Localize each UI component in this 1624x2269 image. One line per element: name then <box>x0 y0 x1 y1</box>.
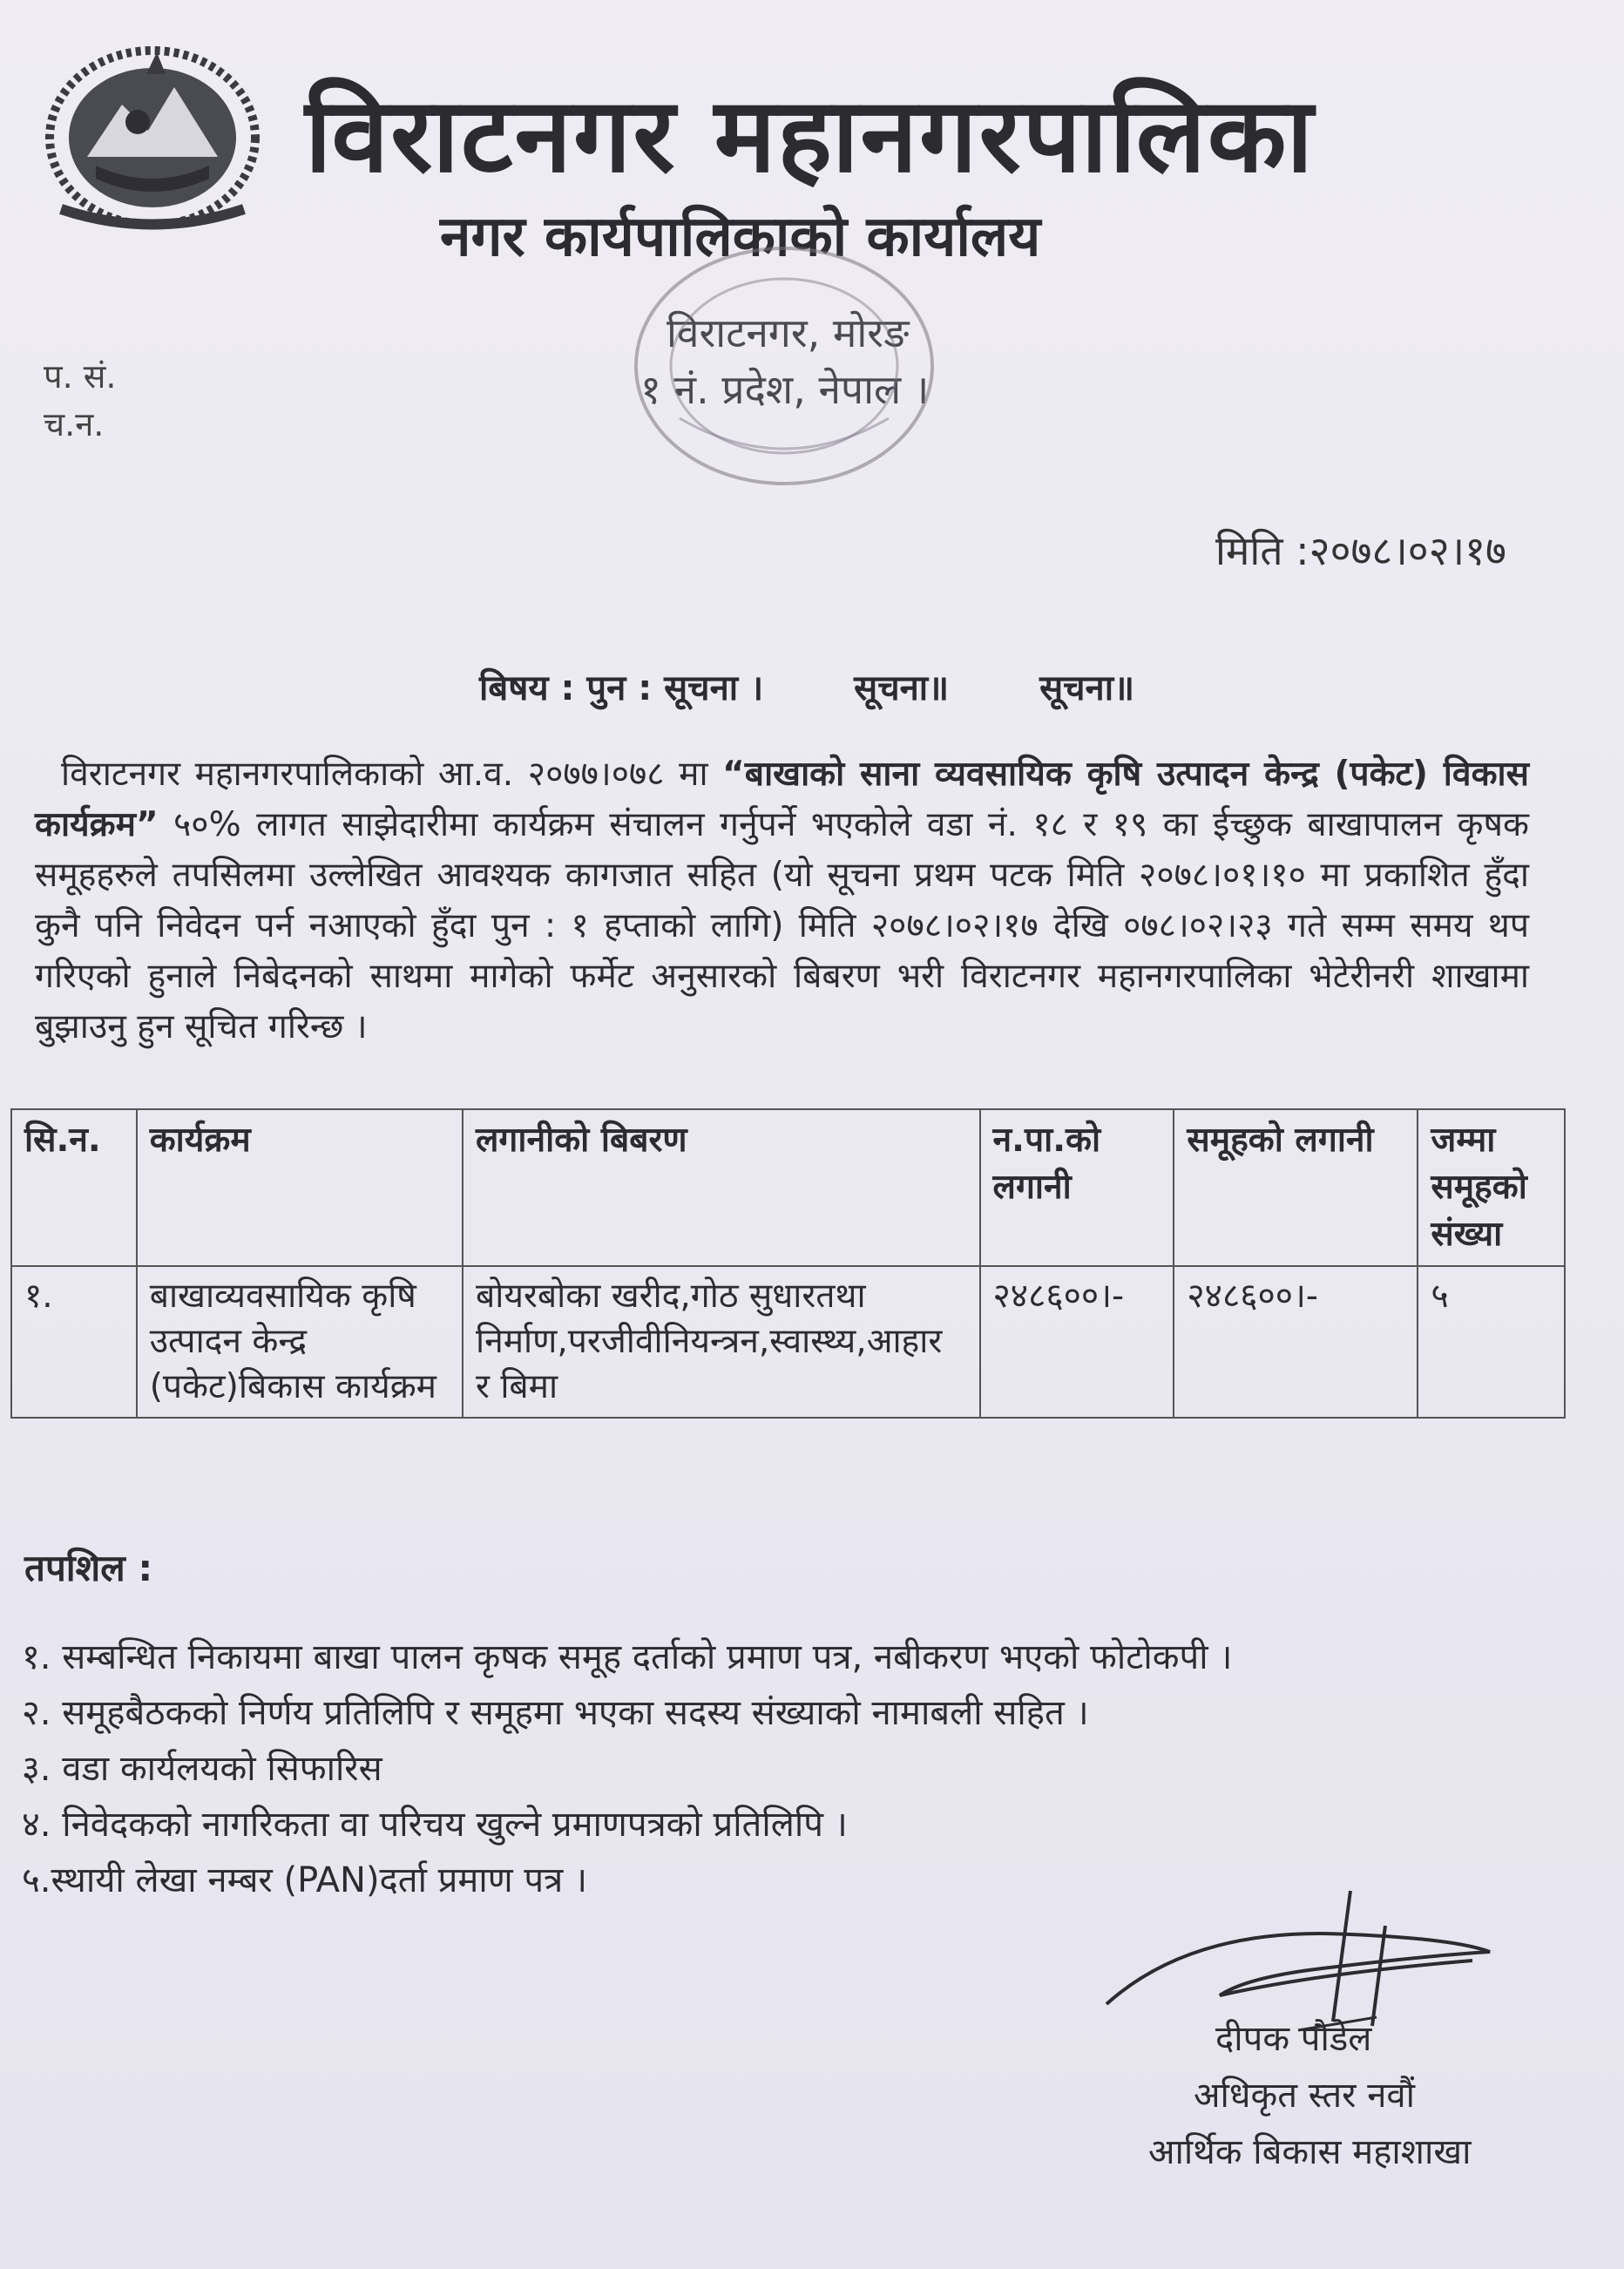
list-item: १. सम्बन्धित निकायमा बाखा पालन कृषक समूह दर्ताको प्रमाण पत्र, नबीकरण भएको फोटोकपी । <box>22 1637 1233 1677</box>
cell-municipality-investment: २४८६००।- <box>980 1266 1174 1418</box>
list-item: २. समूहबैठकको निर्णय प्रतिलिपि र समूहमा भएका सदस्य संख्याको नामाबली सहित । <box>22 1693 1089 1733</box>
body-part-1: विराटनगर महानगरपालिकाको आ.व. २०७७।०७८ मा <box>61 755 723 794</box>
signatory-department: आर्थिक बिकास महाशाखा <box>1148 2132 1472 2172</box>
header-investment-detail: लगानीको बिबरण <box>463 1109 980 1266</box>
cell-investment-detail: बोयरबोका खरीद,गोठ सुधारतथा निर्माण,परजीवीनियन्त्रन,स्वास्थ्य,आहार र बिमा <box>463 1266 980 1418</box>
cell-group-count: ५ <box>1418 1266 1565 1418</box>
header-group-count: जम्मा समूहको संख्या <box>1418 1109 1565 1266</box>
notice-body <box>35 749 1529 1053</box>
cell-program: बाखाव्यवसायिक कृषि उत्पादन केन्द्र (पकेट)बिकास कार्यक्रम <box>137 1266 463 1418</box>
header-serial: सि.न. <box>11 1109 137 1266</box>
cell-serial: १. <box>11 1266 137 1418</box>
reference-number-label: प. सं. <box>44 357 117 396</box>
details-heading: तपशिल : <box>24 1547 153 1589</box>
header-group-investment: समूहको लगानी <box>1174 1109 1418 1266</box>
subject-label: बिषय : पुन : सूचना । <box>479 668 764 708</box>
table-header-row <box>11 1109 1565 1266</box>
program-title: “बाखाको साना व्यवसायिक कृषि उत्पादन केन्द्र (पकेट) विकास कार्यक्रम” <box>35 755 1529 844</box>
government-emblem-icon <box>35 35 270 235</box>
cell-group-investment: २४८६००।- <box>1174 1266 1418 1418</box>
body-part-2: ५०% लागत साझेदारीमा कार्यक्रम संचालन गर्नुपर्ने भएकोले वडा नं. १८ र १९ का ईच्छुक बाखापालन कृषक समूहहरुले तपसिलमा उल्लेखित आवश्यक कागजात सहित (यो सूचना प्रथम पटक मिति २०७८।०१।१० मा प्रकाशित हुँदा कुनै पनि निवेदन पर्न नआएको हुँदा पुन : १ हप्ताको लागि) मिति २०७८।०२।१७ देखि ०७८।०२।२३ गते सम्म समय थप गरिएको हुनाले निबेदनको साथमा मागेको फर्मेट अनुसारको बिबरण भरी विराटनगर महानगरपालिका भेटेरीनरी शाखामा बुझाउनु हुन सूचित गरिन्छ । <box>35 805 1529 1046</box>
requirements-list <box>22 1629 1546 1908</box>
table-row <box>11 1266 1565 1418</box>
list-item: ५.स्थायी लेखा नम्बर (PAN)दर्ता प्रमाण पत्र । <box>22 1860 588 1900</box>
address-line-1: विराटनगर, मोरङ <box>667 309 910 356</box>
header-program: कार्यक्रम <box>137 1109 463 1266</box>
list-item: ३. वडा कार्यलयको सिफारिस <box>22 1749 382 1789</box>
subject-line <box>479 662 1213 710</box>
signatory-name: दीपक पौडेल <box>1215 2019 1372 2059</box>
address-line-2: १ नं. प्रदेश, नेपाल । <box>640 366 930 413</box>
organization-name: विराटनगर महानगरपालिका <box>305 75 1316 195</box>
office-name: नगर कार्यपालिकाको कार्यालय <box>440 205 1041 269</box>
notice-date: मिति :२०७८।०२।१७ <box>1215 527 1506 574</box>
header-municipality-investment: न.पा.को लगानी <box>980 1109 1174 1266</box>
dispatch-number-label: च.न. <box>44 405 105 444</box>
program-table <box>10 1108 1566 1419</box>
office-stamp-icon <box>610 218 958 505</box>
notice-repeat-2: सूचना॥ <box>1039 668 1135 708</box>
notice-repeat-1: सूचना॥ <box>854 668 950 708</box>
signatory-post: अधिकृत स्तर नवौं <box>1194 2076 1415 2116</box>
list-item: ४. निवेदकको नागरिकता वा परिचय खुल्ने प्रमाणपत्रको प्रतिलिपि । <box>22 1805 848 1845</box>
